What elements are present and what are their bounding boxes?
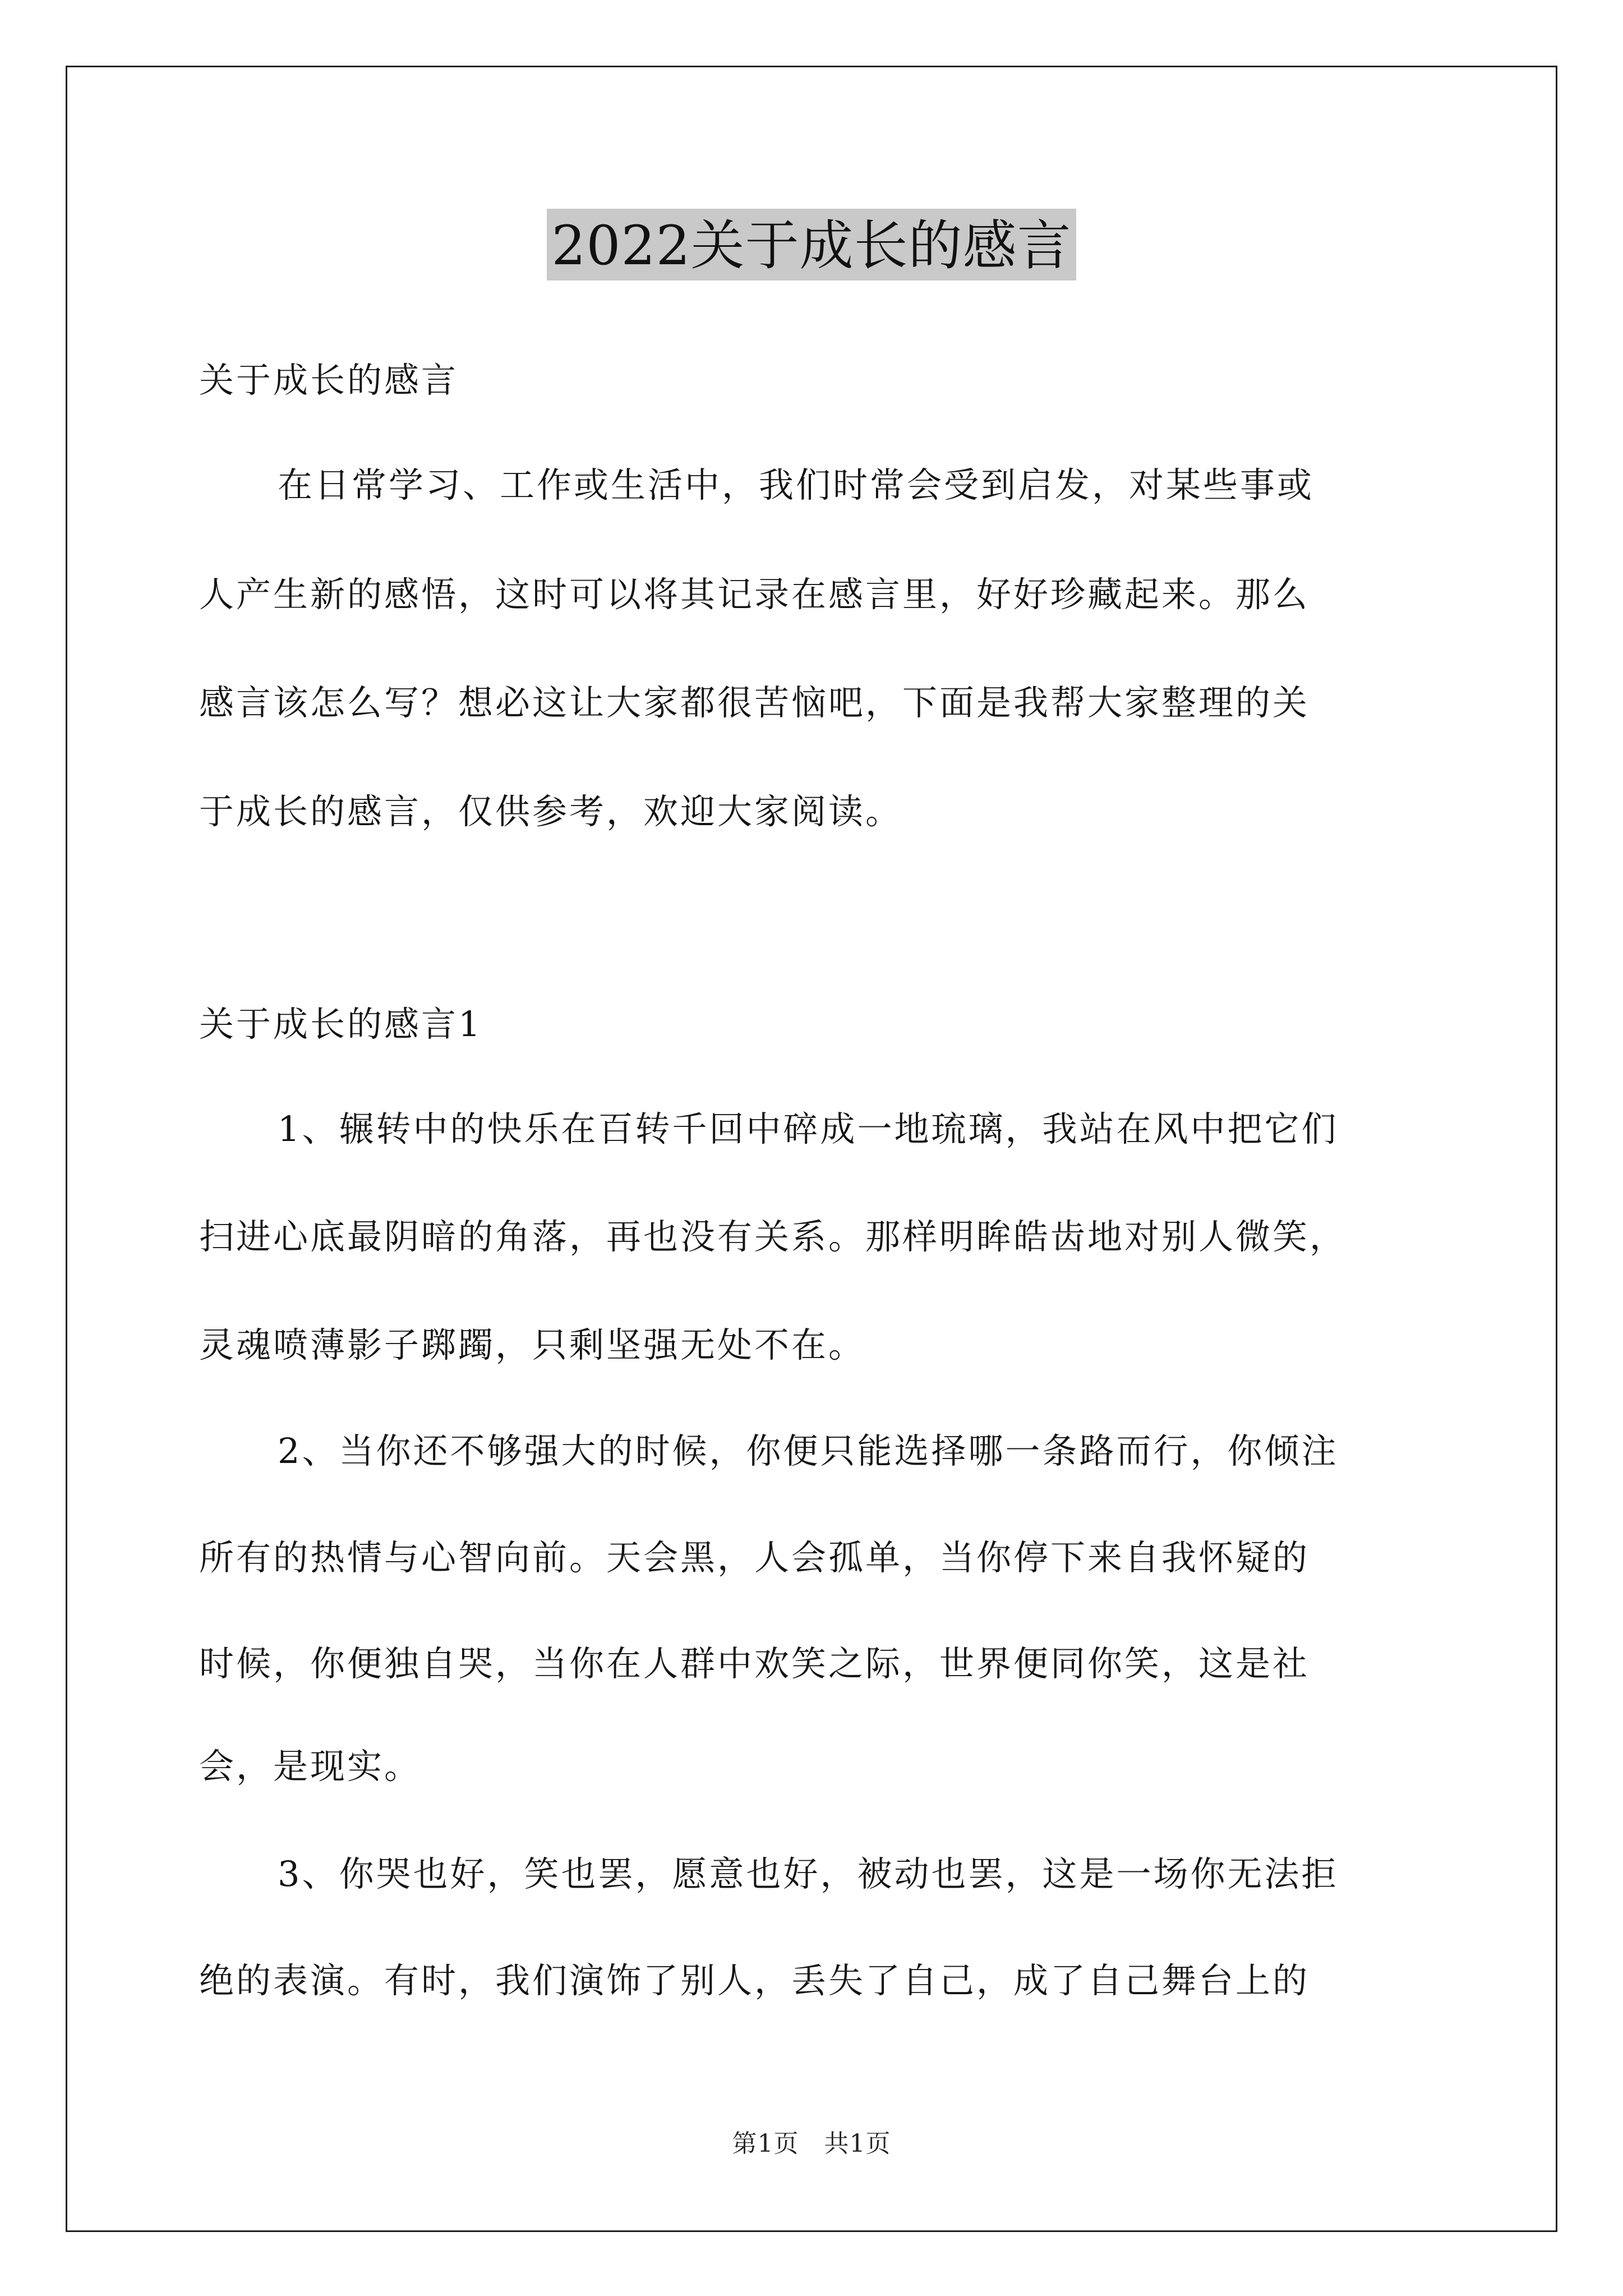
page-footer: 第1页 共1页 <box>732 2129 891 2158</box>
item2-line: 所有的热情与心智向前。天会黑，人会孤单，当你停下来自我怀疑的 <box>199 1537 1310 1578</box>
document-title: 2022关于成长的感言 <box>547 209 1076 280</box>
item1-line: 灵魂喷薄影子踯躅，只剩坚强无处不在。 <box>199 1324 866 1365</box>
item2-line: 会，是现实。 <box>199 1746 422 1787</box>
document-heading: 关于成长的感言 <box>199 360 459 401</box>
item3-line: 绝的表演。有时，我们演饰了别人，丢失了自己，成了自己舞台上的 <box>199 1960 1310 2001</box>
item1-line: 扫进心底最阴暗的角落，再也没有关系。那样明眸皓齿地对别人微笑， <box>199 1216 1347 1257</box>
intro-line: 于成长的感言，仅供参考，欢迎大家阅读。 <box>199 791 903 832</box>
intro-line: 在日常学习、工作或生活中，我们时常会受到启发，对某些事或 <box>278 464 1315 505</box>
intro-line: 感言该怎么写？想必这让大家都很苦恼吧，下面是我帮大家整理的关 <box>199 682 1310 723</box>
item2-line: 时候，你便独自哭，当你在人群中欢笑之际，世界便同你笑，这是社 <box>199 1643 1310 1684</box>
item1-line: 1、辗转中的快乐在百转千回中碎成一地琉璃，我站在风中把它们 <box>278 1108 1339 1149</box>
intro-line: 人产生新的感悟，这时可以将其记录在感言里，好好珍藏起来。那么 <box>199 574 1310 615</box>
section-heading: 关于成长的感言1 <box>199 1004 483 1045</box>
item2-line: 2、当你还不够强大的时候，你便只能选择哪一条路而行，你倾注 <box>278 1430 1339 1471</box>
item3-line: 3、你哭也好，笑也罢，愿意也好，被动也罢，这是一场你无法拒 <box>278 1853 1339 1894</box>
title-wrap <box>0 209 1623 280</box>
